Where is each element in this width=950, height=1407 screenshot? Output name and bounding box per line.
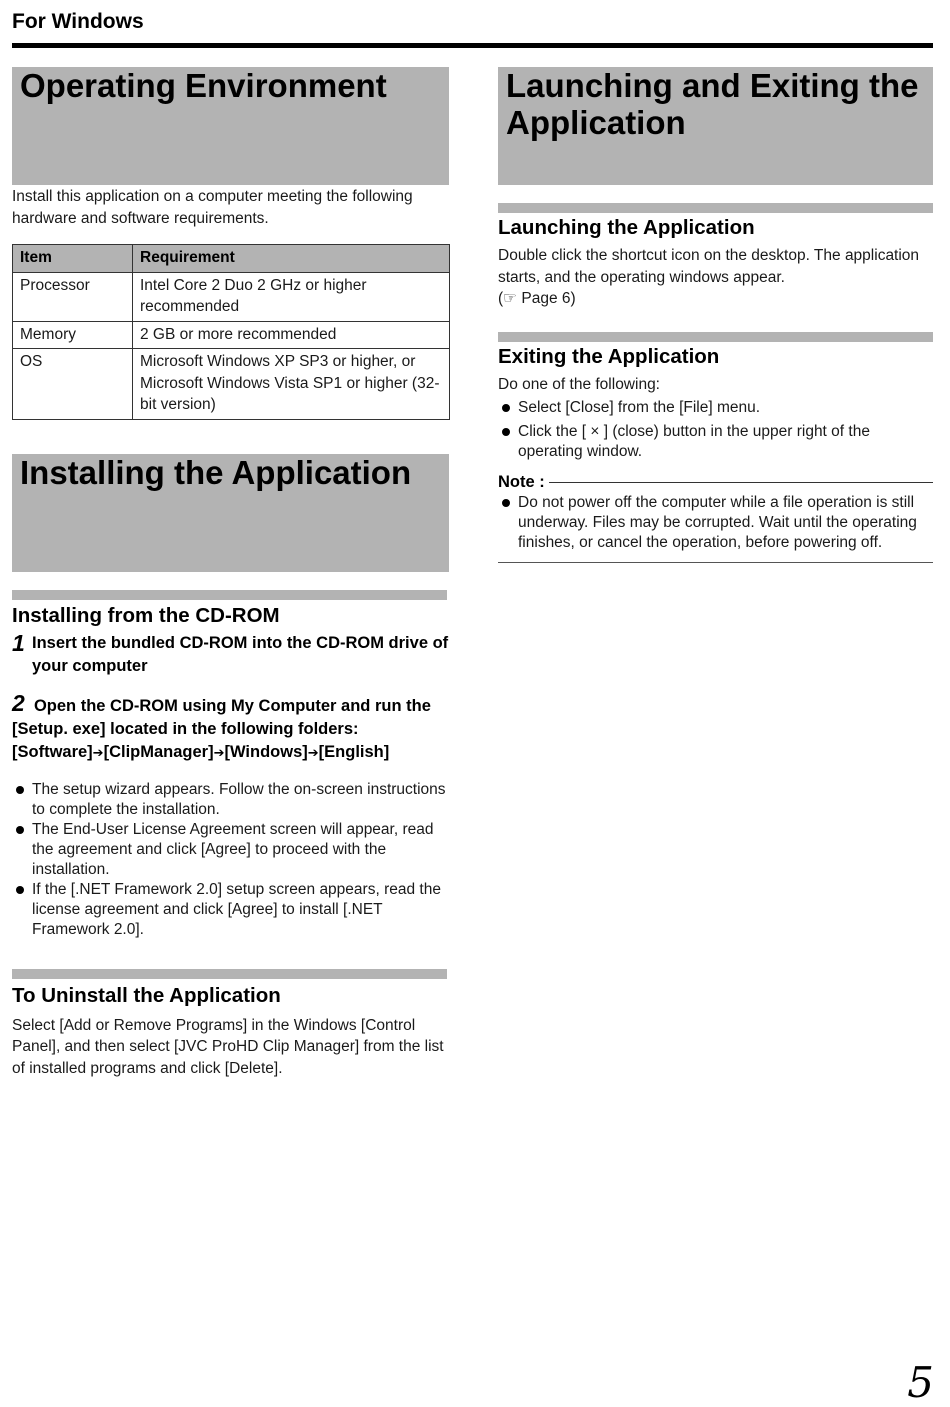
header-rule bbox=[12, 43, 933, 48]
pointing-hand-icon: (☞ bbox=[498, 290, 518, 307]
table-row bbox=[13, 321, 450, 349]
operating-environment-heading bbox=[12, 67, 449, 185]
installing-heading bbox=[12, 454, 449, 572]
left-column bbox=[12, 67, 449, 1079]
uninstall-section-bar bbox=[12, 969, 447, 979]
table-cell-requirement: 2 GB or more recommended bbox=[133, 321, 450, 349]
folder-path-english: [English] bbox=[318, 742, 390, 761]
table-cell-requirement: Intel Core 2 Duo 2 GHz or higher recommended bbox=[133, 272, 450, 321]
table-header-row bbox=[13, 245, 450, 273]
page-reference-text: Page 6) bbox=[521, 290, 576, 307]
step-2 bbox=[12, 689, 449, 764]
table-header-item: Item bbox=[13, 245, 133, 273]
list-item: Do not power off the computer while a file operation is still underway. Files may be corrupted. Wait until the operating finishes, or cancel the operation, before powering off. bbox=[498, 493, 933, 553]
operating-environment-title: Operating Environment bbox=[20, 67, 387, 104]
list-item: The setup wizard appears. Follow the on-screen instructions to complete the installation. bbox=[12, 780, 449, 820]
folder-path-clipmanager: [ClipManager] bbox=[103, 742, 214, 761]
table-row bbox=[13, 349, 450, 420]
list-item: The End-User License Agreement screen will appear, read the agreement and click [Agree] to proceed with the installation. bbox=[12, 820, 449, 880]
step-2-number: 2 bbox=[12, 689, 25, 716]
table-cell-item: OS bbox=[13, 349, 133, 420]
step-2-text: Open the CD-ROM using My Computer and run the [Setup. exe] located in the following folders: bbox=[12, 696, 431, 738]
path-arrow-icon: ➔ bbox=[307, 744, 319, 760]
table-cell-item: Processor bbox=[13, 272, 133, 321]
step-1 bbox=[12, 629, 449, 678]
exiting-section-bar bbox=[498, 332, 933, 342]
step-1-number: 1 bbox=[12, 629, 25, 656]
launching-exiting-title: Launching and Exiting the Application bbox=[506, 67, 919, 141]
table-cell-item: Memory bbox=[13, 321, 133, 349]
launching-text: Double click the shortcut icon on the desktop. The application starts, and the operating windows appear. bbox=[498, 247, 920, 286]
cd-rom-heading: Installing from the CD-ROM bbox=[12, 603, 280, 627]
page-number: 5 bbox=[907, 1358, 934, 1407]
table-row bbox=[13, 272, 450, 321]
note-list bbox=[498, 493, 933, 553]
installing-title: Installing the Application bbox=[20, 453, 412, 491]
uninstall-text: Select [Add or Remove Programs] in the Windows [Control Panel], and then select [JVC ProHD Clip Manager] from the list of installed programs and click [Delete]. bbox=[12, 1016, 444, 1077]
uninstall-heading: To Uninstall the Application bbox=[12, 983, 281, 1007]
folder-path-windows: [Windows] bbox=[224, 742, 308, 761]
path-arrow-icon: ➔ bbox=[92, 744, 104, 760]
note-header bbox=[498, 473, 933, 492]
list-item: If the [.NET Framework 2.0] setup screen appears, read the license agreement and click [Agree] to install [.NET Framework 2.0]. bbox=[12, 880, 449, 940]
step-1-text: Insert the bundled CD-ROM into the CD-ROM drive of your computer bbox=[32, 633, 449, 675]
cd-rom-section-bar bbox=[12, 590, 447, 600]
launching-exiting-heading bbox=[498, 67, 933, 185]
note-rule bbox=[549, 482, 933, 483]
exit-options-list bbox=[498, 398, 933, 462]
exiting-intro: Do one of the following: bbox=[498, 375, 660, 393]
list-item: Select [Close] from the [File] menu. bbox=[498, 398, 933, 418]
folder-path-software: [Software] bbox=[12, 742, 93, 761]
page-reference bbox=[498, 288, 933, 310]
install-notes-list bbox=[12, 780, 449, 940]
requirements-table bbox=[12, 244, 450, 420]
operating-intro: Install this application on a computer meeting the following hardware and software requirements. bbox=[12, 188, 413, 227]
note-end-rule bbox=[498, 562, 933, 563]
page-header-title: For Windows bbox=[12, 10, 144, 33]
path-arrow-icon: ➔ bbox=[213, 744, 225, 760]
note-label: Note : bbox=[498, 473, 545, 491]
list-item: Click the [ × ] (close) button in the upper right of the operating window. bbox=[498, 422, 933, 462]
exiting-heading: Exiting the Application bbox=[498, 344, 720, 368]
table-header-requirement: Requirement bbox=[133, 245, 450, 273]
launching-heading: Launching the Application bbox=[498, 216, 755, 239]
launching-section-bar bbox=[498, 203, 933, 213]
table-cell-requirement: Microsoft Windows XP SP3 or higher, or Microsoft Windows Vista SP1 or higher (32-bit version) bbox=[133, 349, 450, 420]
right-column bbox=[498, 67, 933, 563]
